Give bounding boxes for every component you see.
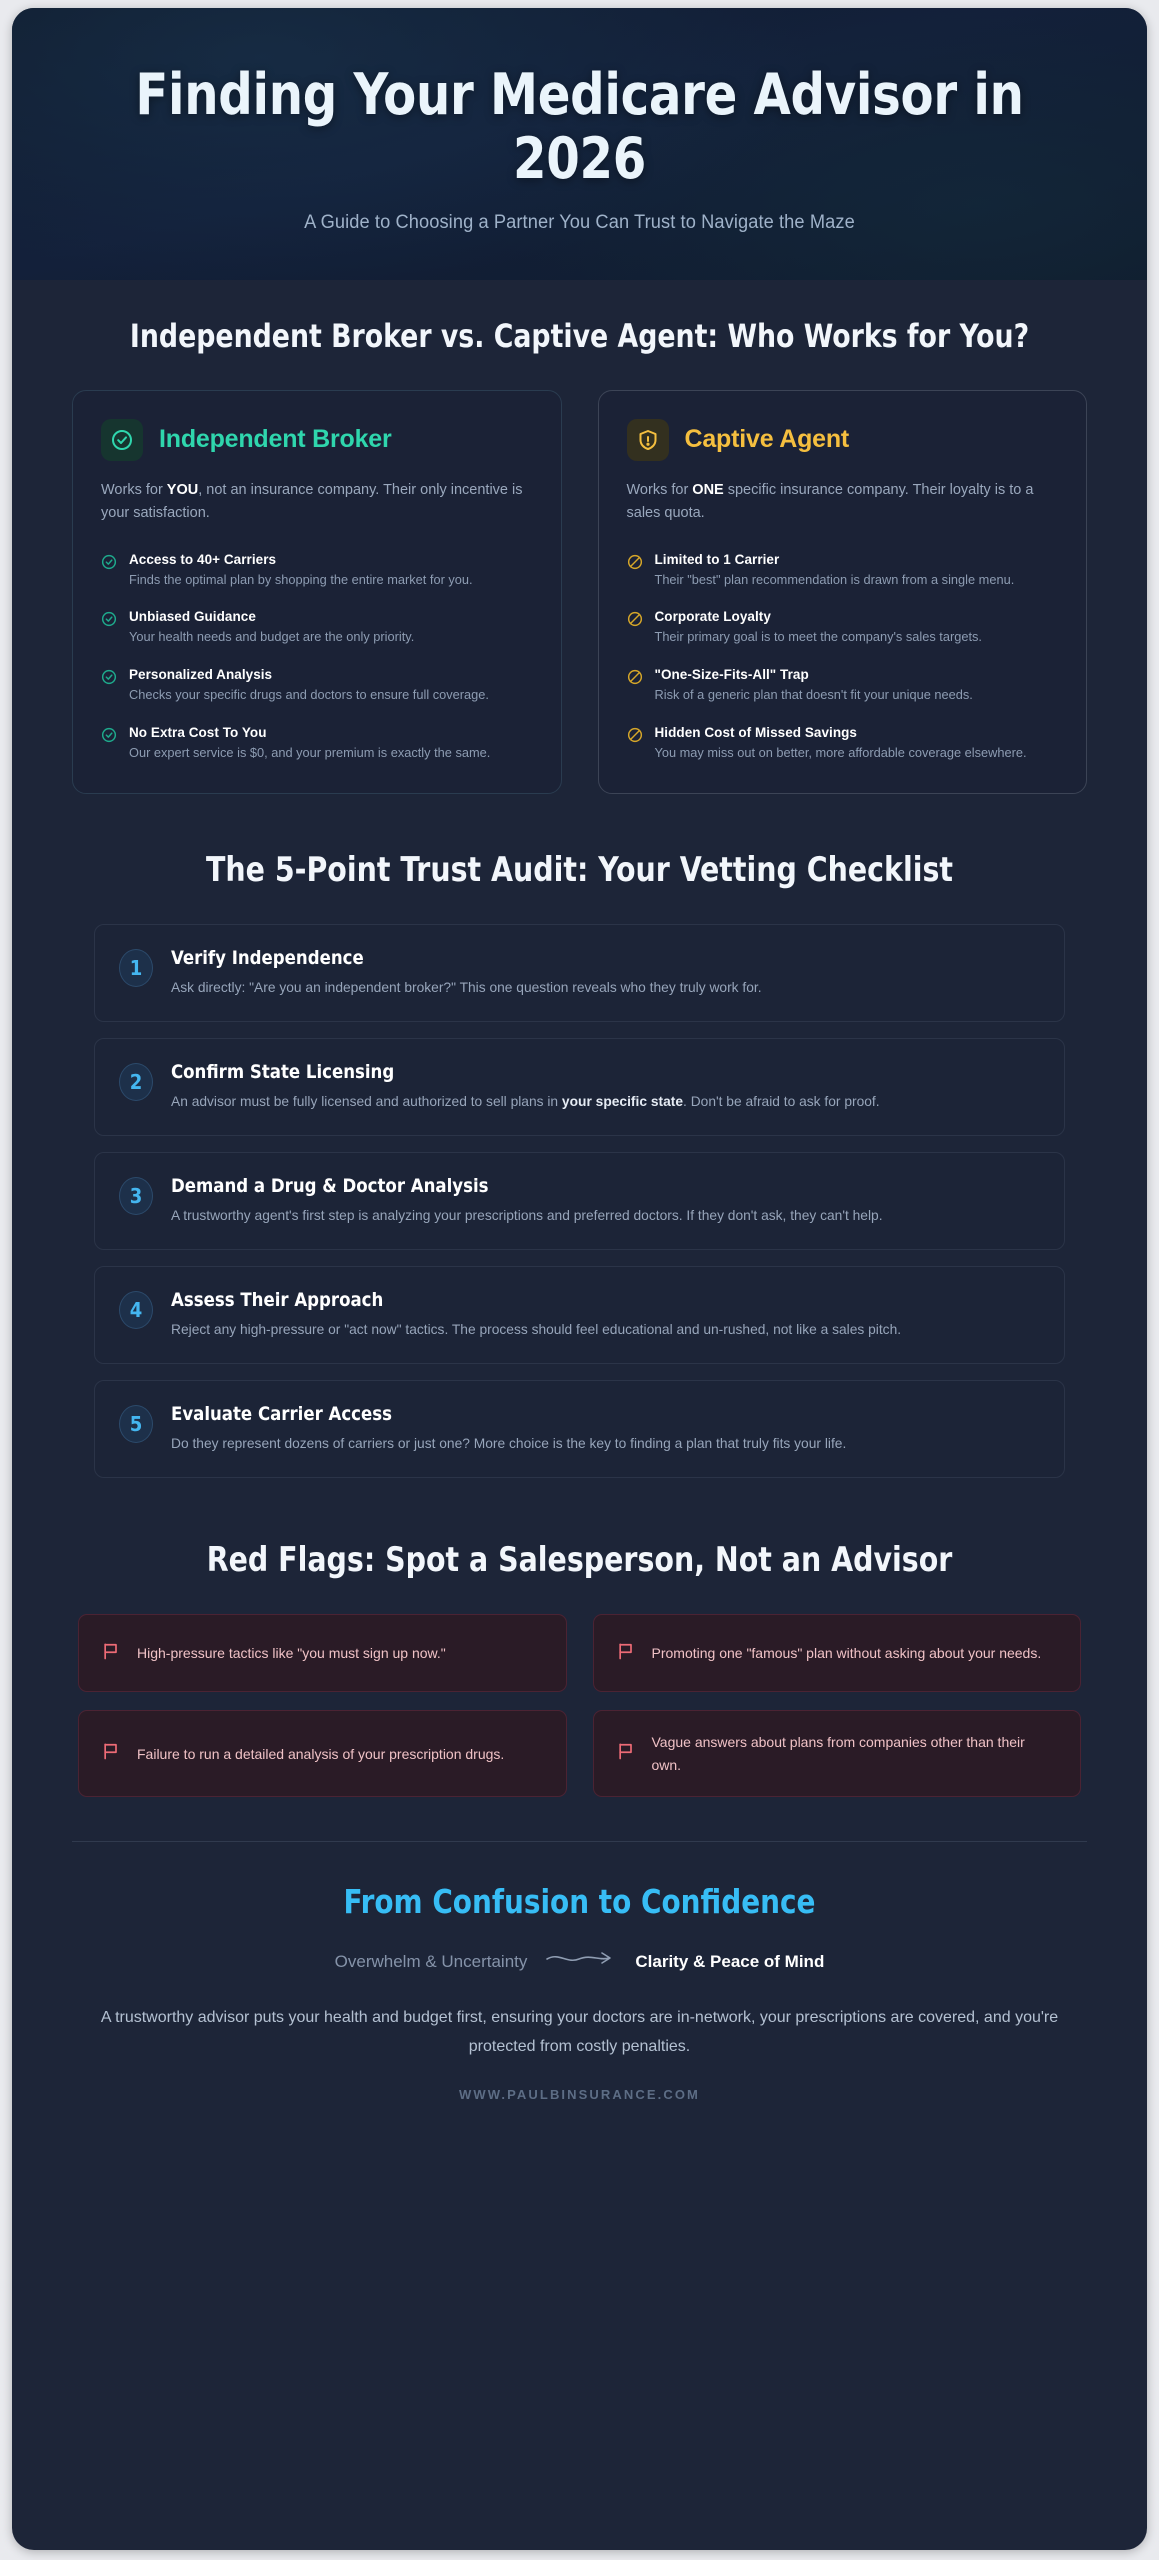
transition-to: Clarity & Peace of Mind <box>635 1951 825 1971</box>
feature-title: Limited to 1 Carrier <box>654 551 780 567</box>
page-title: Finding Your Medicare Advisor in 2026 <box>135 62 1024 192</box>
redflag-text: Failure to run a detailed analysis of your prescription drugs. <box>137 1745 505 1762</box>
feature-title: Hidden Cost of Missed Savings <box>654 725 857 741</box>
card-captive-agent <box>598 390 1088 794</box>
lede-strong: ONE <box>692 481 724 498</box>
desc-pre: An advisor must be fully licensed and authorized to sell plans in <box>171 1093 562 1110</box>
list-item <box>101 552 533 590</box>
redflag-card <box>593 1710 1082 1797</box>
feature-desc: Finds the optimal plan by shopping the entire market for you. <box>129 571 473 587</box>
lede-strong: YOU <box>166 481 199 498</box>
card-header <box>627 419 1059 461</box>
list-item <box>101 667 533 705</box>
list-item <box>627 552 1059 590</box>
redflags-section <box>12 1540 1147 1797</box>
check-circle-icon <box>101 727 117 748</box>
feature-desc: Your health needs and budget are the only priority. <box>129 629 415 645</box>
feature-title: Unbiased Guidance <box>129 609 256 625</box>
ban-icon <box>627 727 643 748</box>
card-lede <box>627 479 1059 526</box>
comparison-heading: Independent Broker vs. Captive Agent: Who Works for You? <box>129 316 1030 355</box>
feature-desc: Their primary goal is to meet the company's sales targets. <box>654 629 982 645</box>
card-feature-list <box>101 552 533 763</box>
feature-title: "One-Size-Fits-All" Trap <box>654 667 809 683</box>
checklist-item <box>94 1038 1065 1136</box>
squiggly-arrow-icon <box>545 1949 617 1974</box>
checklist-title: Verify Independence <box>171 946 364 969</box>
checklist-desc <box>171 1090 1025 1113</box>
checklist-heading: The 5-Point Trust Audit: Your Vetting Checklist <box>206 849 953 890</box>
card-title: Independent Broker <box>159 425 392 454</box>
ban-icon <box>627 554 643 575</box>
footer-blurb: A trustworthy advisor puts your health and budget first, ensuring your doctors are in-network, your prescriptions are covered, and you're protected from costly penalties. <box>100 2009 1059 2055</box>
list-item <box>627 609 1059 647</box>
transition-row <box>82 1949 1077 1974</box>
feature-title: No Extra Cost To You <box>129 725 267 741</box>
checklist-item <box>94 1266 1065 1364</box>
feature-desc: Their "best" plan recommendation is drawn from a single menu. <box>654 571 1015 587</box>
feature-desc: Checks your specific drugs and doctors to ensure full coverage. <box>129 687 489 703</box>
ban-icon <box>627 669 643 690</box>
infographic-page <box>12 8 1147 2550</box>
redflag-text: High-pressure tactics like "you must sign up now." <box>137 1645 446 1662</box>
checklist-title: Confirm State Licensing <box>171 1061 395 1084</box>
checklist-desc <box>171 1204 1025 1227</box>
check-circle-icon <box>101 611 117 632</box>
desc-post: . Don't be afraid to ask for proof. <box>683 1093 880 1110</box>
hero-subtitle: A Guide to Choosing a Partner You Can Trust to Navigate the Maze <box>304 211 855 233</box>
checklist-item <box>94 1152 1065 1250</box>
flag-icon <box>616 1741 636 1766</box>
redflag-card <box>78 1614 567 1692</box>
feature-title: Corporate Loyalty <box>654 609 771 625</box>
redflag-card <box>78 1710 567 1797</box>
feature-desc: Risk of a generic plan that doesn't fit your unique needs. <box>654 687 973 703</box>
footer-heading: From Confusion to Confidence <box>343 1882 816 1922</box>
lede-post: , not an insurance company. Their only incentive is your satisfaction. <box>101 481 523 522</box>
desc-pre: Do they represent dozens of carriers or just one? More choice is the key to finding a plan that truly fits your life. <box>171 1435 847 1452</box>
lede-pre: Works for <box>626 481 693 498</box>
redflags-grid <box>72 1614 1087 1797</box>
list-item <box>101 609 533 647</box>
desc-pre: A trustworthy agent's first step is analyzing your prescriptions and preferred doctors. If they don't ask, they can't help. <box>171 1207 883 1224</box>
feature-title: Personalized Analysis <box>129 667 273 683</box>
lede-post: specific insurance company. Their loyalty is to a sales quota. <box>626 481 1034 522</box>
card-independent-broker <box>72 390 562 794</box>
comparison-cards <box>72 390 1087 794</box>
shield-alert-icon <box>627 419 669 461</box>
ban-icon <box>627 611 643 632</box>
flag-icon <box>101 1641 121 1666</box>
card-lede <box>101 479 533 526</box>
footer-section <box>12 1842 1147 2148</box>
checklist-section <box>12 850 1147 1478</box>
list-item <box>627 667 1059 705</box>
card-feature-list <box>627 552 1059 763</box>
feature-desc: You may miss out on better, more affordable coverage elsewhere. <box>654 745 1027 761</box>
desc-pre: Reject any high-pressure or "act now" tactics. The process should feel educational and un-rushed, not like a sales pitch. <box>171 1321 902 1338</box>
redflag-text: Vague answers about plans from companies other than their own. <box>651 1734 1025 1773</box>
desc-strong: your specific state <box>561 1093 684 1110</box>
checklist-title: Evaluate Carrier Access <box>171 1403 393 1426</box>
step-number-badge: 4 <box>119 1291 153 1329</box>
list-item <box>627 725 1059 763</box>
checklist <box>72 924 1087 1478</box>
desc-pre: Ask directly: "Are you an independent broker?" This one question reveals who they truly work for. <box>171 978 762 995</box>
flag-icon <box>616 1641 636 1666</box>
website-url: WWW.PAULBINSURANCE.COM <box>459 2087 700 2103</box>
feature-title: Access to 40+ Carriers <box>129 551 277 567</box>
check-circle-icon <box>101 669 117 690</box>
comparison-section <box>12 316 1147 794</box>
check-circle-icon <box>101 554 117 575</box>
card-title: Captive Agent <box>684 425 850 454</box>
transition-from: Overwhelm & Uncertainty <box>334 1951 528 1971</box>
lede-pre: Works for <box>101 481 167 498</box>
checklist-item <box>94 1380 1065 1478</box>
hero-section <box>12 8 1147 280</box>
redflag-text: Promoting one "famous" plan without asking about your needs. <box>651 1645 1042 1662</box>
checklist-title: Assess Their Approach <box>171 1289 384 1312</box>
step-number-badge: 5 <box>119 1405 153 1443</box>
card-header <box>101 419 533 461</box>
redflag-card <box>593 1614 1082 1692</box>
check-circle-icon <box>101 419 143 461</box>
checklist-title: Demand a Drug & Doctor Analysis <box>171 1175 489 1198</box>
checklist-desc <box>171 1432 1025 1455</box>
flag-icon <box>101 1741 121 1766</box>
redflags-heading: Red Flags: Spot a Salesperson, Not an Advisor <box>206 1540 953 1581</box>
checklist-item <box>94 924 1065 1022</box>
step-number-badge: 2 <box>119 1063 153 1101</box>
checklist-desc <box>171 1318 1025 1341</box>
step-number-badge: 3 <box>119 1177 153 1215</box>
checklist-desc <box>171 976 1025 999</box>
list-item <box>101 725 533 763</box>
step-number-badge: 1 <box>119 949 153 987</box>
feature-desc: Our expert service is $0, and your premium is exactly the same. <box>129 745 491 761</box>
